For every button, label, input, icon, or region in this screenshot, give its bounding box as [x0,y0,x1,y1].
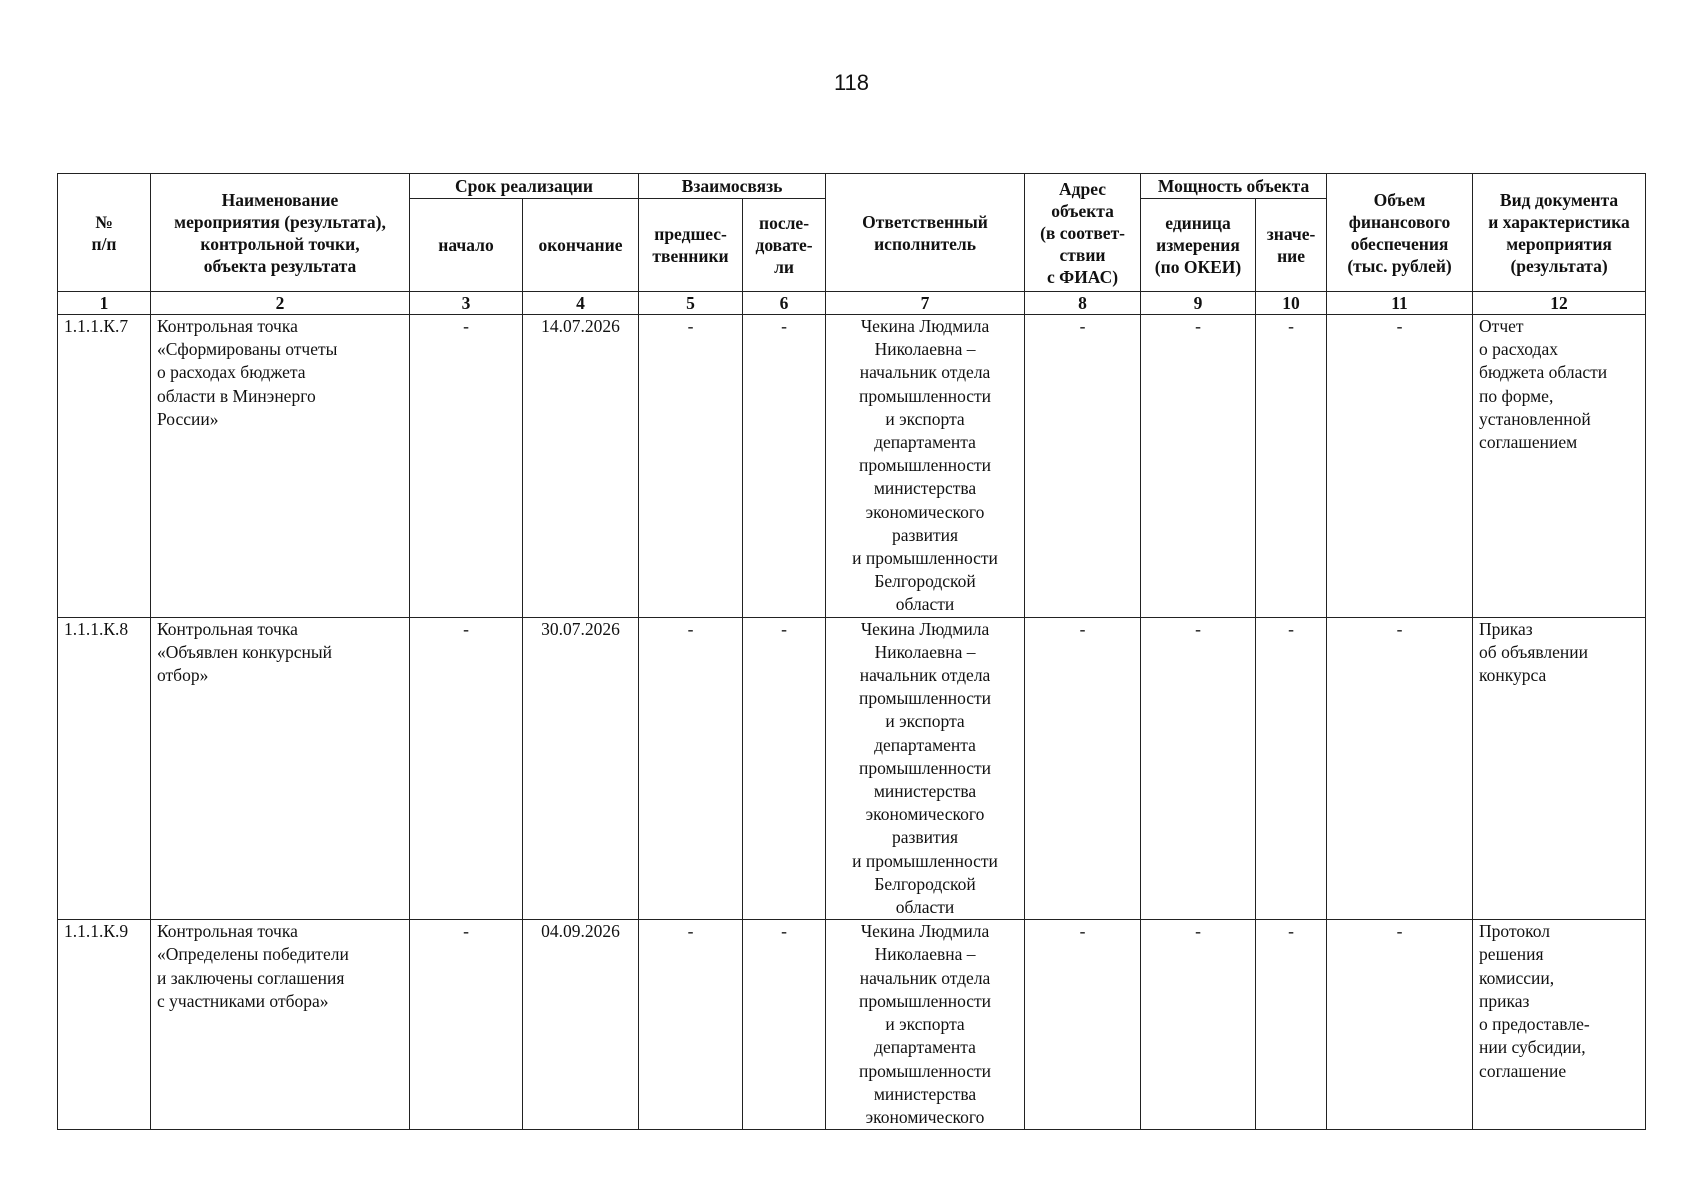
page-number: 118 [833,70,870,95]
cell-finance: - [1327,315,1473,618]
cell-responsible: Чекина Людмила Николаевна – начальник отдела промышленности и экспорта департамента промышленности министерства экономического [826,920,1025,1130]
cell-prev: - [639,315,743,618]
table-row [58,315,1646,618]
header-responsible: Ответственный исполнитель [826,174,1025,292]
col-number: 12 [1473,292,1646,315]
cell-end: 30.07.2026 [523,617,639,920]
header-address: Адрес объекта (в соответ- ствии с ФИАС) [1025,174,1141,292]
cell-address: - [1025,315,1141,618]
cell-next: - [743,617,826,920]
header-term: Срок реализации [410,174,639,199]
cell-finance: - [1327,617,1473,920]
cell-unit: - [1141,315,1256,618]
cell-value: - [1256,617,1327,920]
header-relation: Взаимосвязь [639,174,826,199]
cell-responsible: Чекина Людмила Николаевна – начальник отдела промышленности и экспорта департамента промышленности министерства экономического развития и промышленности Белгородской области [826,617,1025,920]
cell-address: - [1025,920,1141,1130]
header-finance: Объем финансового обеспечения (тыс. рублей) [1327,174,1473,292]
header-capacity: Мощность объекта [1141,174,1327,199]
header-term-end: окончание [523,199,639,292]
cell-value: - [1256,315,1327,618]
cell-doc: Отчет о расходах бюджета области по форме, установленной соглашением [1473,315,1646,618]
cell-doc: Протокол решения комиссии, приказ о предоставле- нии субсидии, соглашение [1473,920,1646,1130]
cell-unit: - [1141,920,1256,1130]
cell-start: - [410,315,523,618]
cell-end: 04.09.2026 [523,920,639,1130]
header-term-start: начало [410,199,523,292]
cell-doc: Приказ об объявлении конкурса [1473,617,1646,920]
cell-prev: - [639,920,743,1130]
col-number: 6 [743,292,826,315]
col-number: 10 [1256,292,1327,315]
cell-num: 1.1.1.К.7 [58,315,151,618]
cell-address: - [1025,617,1141,920]
header-capacity-unit: единица измерения (по ОКЕИ) [1141,199,1256,292]
cell-start: - [410,920,523,1130]
col-number: 8 [1025,292,1141,315]
cell-num: 1.1.1.К.9 [58,920,151,1130]
col-number: 9 [1141,292,1256,315]
col-number: 7 [826,292,1025,315]
header-capacity-value: значе- ние [1256,199,1327,292]
header-name: Наименование мероприятия (результата), контрольной точки, объекта результата [151,174,410,292]
col-number: 11 [1327,292,1473,315]
header-doc: Вид документа и характеристика мероприятия (результата) [1473,174,1646,292]
cell-finance: - [1327,920,1473,1130]
header-num: № п/п [58,174,151,292]
col-number: 5 [639,292,743,315]
header-relation-next: после- довате- ли [743,199,826,292]
cell-name: Контрольная точка «Объявлен конкурсный отбор» [151,617,410,920]
col-number: 4 [523,292,639,315]
cell-value: - [1256,920,1327,1130]
col-number: 3 [410,292,523,315]
cell-name: Контрольная точка «Определены победители и заключены соглашения с участниками отбора» [151,920,410,1130]
cell-num: 1.1.1.К.8 [58,617,151,920]
cell-end: 14.07.2026 [523,315,639,618]
cell-next: - [743,315,826,618]
cell-prev: - [639,617,743,920]
cell-next: - [743,920,826,1130]
table-row [58,617,1646,920]
col-number: 1 [58,292,151,315]
header-relation-prev: предшес- твенники [639,199,743,292]
col-number: 2 [151,292,410,315]
table-row [58,920,1646,1130]
cell-name: Контрольная точка «Сформированы отчеты о расходах бюджета области в Минэнерго России» [151,315,410,618]
cell-unit: - [1141,617,1256,920]
cell-responsible: Чекина Людмила Николаевна – начальник отдела промышленности и экспорта департамента промышленности министерства экономического развития и промышленности Белгородской области [826,315,1025,618]
plan-table [57,173,1646,1130]
cell-start: - [410,617,523,920]
